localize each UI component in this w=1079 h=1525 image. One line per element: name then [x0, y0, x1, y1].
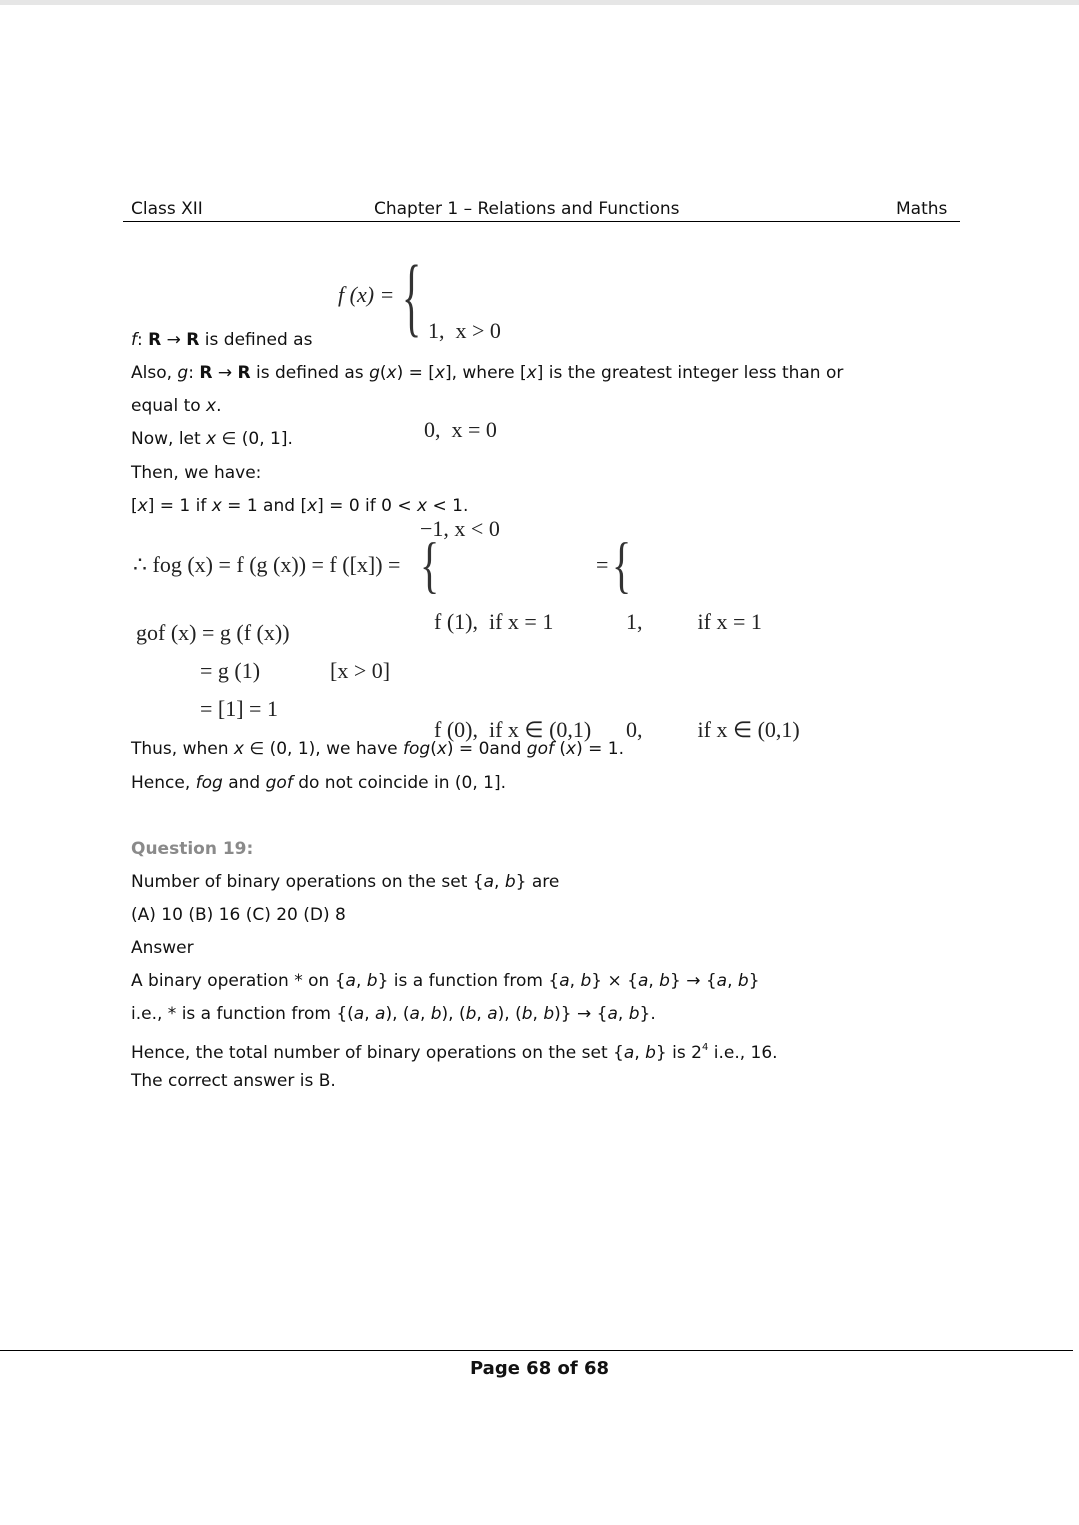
text-segment: x — [434, 363, 445, 383]
header-chapter: Chapter 1 – Relations and Functions — [374, 199, 680, 219]
text-segment: a — [637, 971, 649, 991]
text-segment: : — [188, 363, 200, 383]
text-segment: , — [364, 1004, 376, 1024]
text-segment: x — [386, 363, 397, 383]
text-segment: a — [409, 1004, 420, 1024]
text-segment: ∈ (0, 1]. — [216, 429, 293, 449]
text-segment: fog — [195, 773, 223, 793]
text-line — [131, 395, 222, 417]
fog-result-1: 1, if x = 1 — [626, 609, 762, 634]
text-segment: x — [233, 739, 244, 759]
text-segment: → — [212, 363, 238, 383]
text-segment: , — [648, 971, 660, 991]
text-segment: } is 2 — [655, 1043, 702, 1063]
text-segment: g — [177, 363, 189, 383]
gof-line-3: = [1] = 1 — [200, 696, 278, 721]
text-segment: a — [353, 1004, 365, 1024]
text-segment: is defined as — [250, 363, 370, 383]
text-segment: do not coincide in (0, 1]. — [292, 773, 507, 793]
text-segment: R — [237, 363, 251, 383]
text-segment: x — [526, 363, 537, 383]
text-segment: i.e., * is a function from {( — [131, 1004, 354, 1024]
text-segment: ) = [ — [396, 363, 435, 383]
text-segment: a — [623, 1043, 635, 1063]
text-segment: a — [607, 1004, 618, 1024]
text-segment: R — [199, 363, 213, 383]
header-subject: Maths — [896, 199, 948, 219]
text-segment: ), ( — [441, 1004, 466, 1024]
text-segment: = 1 and [ — [221, 496, 308, 516]
text-line — [131, 970, 760, 992]
f-case-3: −1, x < 0 — [420, 516, 500, 541]
text-segment: ], where [ — [444, 363, 527, 383]
text-segment: ( — [379, 363, 387, 383]
text-segment: a — [375, 1004, 386, 1024]
text-segment: b — [543, 1004, 555, 1024]
text-segment: b — [504, 872, 516, 892]
text-segment: , — [569, 971, 581, 991]
text-segment: b — [366, 971, 378, 991]
text-segment: b — [628, 1004, 640, 1024]
gof-note: [x > 0] — [330, 658, 391, 683]
text-segment: x — [436, 739, 447, 759]
text-line — [131, 838, 253, 860]
fog-case-1: f (1), if x = 1 — [434, 609, 554, 634]
text-segment: ] = 0 if 0 < — [317, 496, 418, 516]
text-segment: A binary operation * on { — [131, 971, 346, 991]
text-line — [131, 1003, 656, 1025]
text-segment: b — [430, 1004, 442, 1024]
text-segment: }. — [639, 1004, 656, 1024]
text-segment: fog — [403, 739, 431, 759]
text-segment: 4 — [701, 1042, 709, 1053]
text-segment: ] = 1 if — [147, 496, 212, 516]
text-line — [131, 495, 468, 517]
text-segment: (A) 10 (B) 16 (C) 20 (D) 8 — [131, 905, 346, 925]
text-segment: b — [737, 971, 749, 991]
text-segment: Number of binary operations on the set { — [131, 872, 484, 892]
text-segment: ), ( — [385, 1004, 410, 1024]
text-segment: a — [483, 872, 495, 892]
text-segment: Now, let — [131, 429, 207, 449]
text-segment: The correct answer is B. — [131, 1071, 336, 1091]
left-brace-icon: { — [612, 529, 632, 600]
left-brace-icon: { — [402, 246, 422, 346]
text-segment: and — [222, 773, 266, 793]
text-segment: . — [216, 396, 222, 416]
fog-result — [626, 532, 800, 784]
text-segment: , — [727, 971, 738, 991]
text-segment: equal to — [131, 396, 207, 416]
text-segment: ( — [553, 739, 567, 759]
text-line — [131, 462, 261, 484]
text-line — [131, 937, 194, 959]
text-segment: } — [748, 971, 760, 991]
text-line — [131, 871, 559, 893]
gof-line-1: gof (x) = g (f (x)) — [136, 620, 290, 645]
fog-cases — [434, 532, 591, 784]
text-line — [131, 329, 312, 351]
text-segment: } are — [515, 872, 560, 892]
text-segment: R — [186, 330, 200, 350]
text-segment: gof — [526, 739, 554, 759]
text-segment: , — [532, 1004, 544, 1024]
text-segment: gof — [265, 773, 293, 793]
text-segment: ) = 0and — [446, 739, 527, 759]
text-segment: b — [465, 1004, 477, 1024]
fog-eq: = — [596, 552, 609, 577]
text-segment: , — [617, 1004, 629, 1024]
text-segment: x — [307, 496, 318, 516]
footer-rule — [0, 1350, 1073, 1351]
text-segment: Answer — [131, 938, 194, 958]
text-segment: } → { — [669, 971, 717, 991]
text-segment: Also, — [131, 363, 178, 383]
text-segment: , — [494, 872, 505, 892]
header-class: Class XII — [131, 199, 203, 219]
header-rule — [123, 221, 960, 222]
text-segment: Thus, when — [131, 739, 234, 759]
f-lhs: f (x) = — [338, 282, 395, 307]
text-segment: ( — [430, 739, 437, 759]
text-segment: x — [206, 429, 217, 449]
text-segment: } × { — [591, 971, 638, 991]
text-segment: Then, we have: — [131, 463, 262, 483]
text-segment: x — [566, 739, 577, 759]
text-segment: g — [369, 363, 380, 383]
text-segment: )} → { — [554, 1004, 608, 1024]
text-segment: f — [131, 330, 137, 350]
fog-lhs: ∴ fog (x) = f (g (x)) = f ([x]) = — [133, 552, 401, 577]
text-segment: x — [137, 496, 148, 516]
text-segment: ), ( — [497, 1004, 522, 1024]
text-segment: , — [476, 1004, 488, 1024]
text-segment: ∈ (0, 1), we have — [243, 739, 403, 759]
text-segment: b — [521, 1004, 533, 1024]
text-segment: , — [355, 971, 367, 991]
text-line — [131, 428, 293, 450]
page-number: Page 68 of 68 — [469, 1358, 610, 1379]
text-segment: x — [206, 396, 217, 416]
text-segment: is defined as — [199, 330, 313, 350]
text-segment: ) = 1. — [576, 739, 624, 759]
text-segment: < 1. — [427, 496, 469, 516]
text-segment: : — [137, 330, 149, 350]
fog-result-2: 0, if x ∈ (0,1) — [626, 717, 800, 742]
text-segment: x — [211, 496, 222, 516]
text-segment: } is a function from { — [377, 971, 560, 991]
text-segment: b — [645, 1043, 656, 1063]
text-segment: Hence, — [131, 773, 196, 793]
text-line — [131, 1037, 778, 1064]
text-segment: , — [419, 1004, 431, 1024]
text-segment: Hence, the total number of binary operations on the set { — [131, 1043, 624, 1063]
text-line — [131, 1070, 336, 1092]
fog-case-2: f (0), if x ∈ (0,1) — [434, 717, 592, 742]
text-segment: a — [559, 971, 570, 991]
text-segment: a — [345, 971, 356, 991]
text-segment: a — [716, 971, 728, 991]
left-brace-icon: { — [420, 529, 440, 600]
text-segment: ] is the greatest integer less than or — [536, 363, 844, 383]
text-segment: b — [580, 971, 592, 991]
text-segment: i.e., 16. — [708, 1043, 778, 1063]
text-segment: R — [148, 330, 162, 350]
text-segment: → — [161, 330, 187, 350]
text-segment: x — [417, 496, 428, 516]
top-bar — [0, 0, 1079, 5]
text-segment: , — [634, 1043, 646, 1063]
f-case-2: 0, x = 0 — [424, 417, 497, 442]
gof-line-2: = g (1) — [200, 658, 261, 683]
text-segment: a — [487, 1004, 498, 1024]
text-segment: [ — [131, 496, 138, 516]
question-heading: Question 19: — [131, 839, 254, 859]
text-segment: b — [659, 971, 670, 991]
text-line — [131, 904, 346, 926]
f-case-1: 1, x > 0 — [428, 318, 501, 343]
